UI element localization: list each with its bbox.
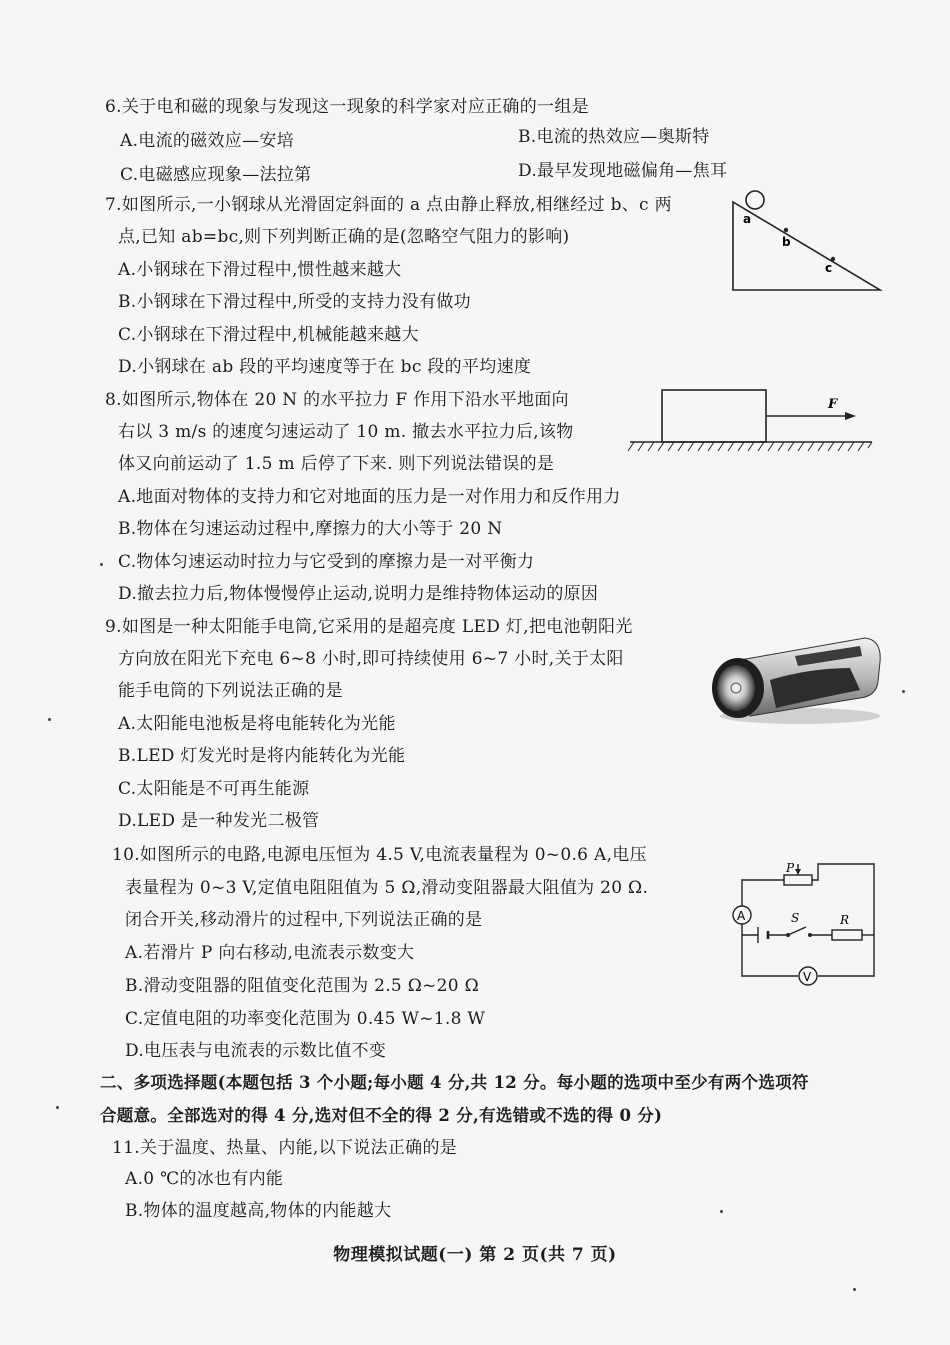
q10-option-c: C.定值电阻的功率变化范围为 0.45 W~1.8 W bbox=[125, 1009, 486, 1029]
label-p: P bbox=[786, 861, 795, 875]
q8-option-a: A.地面对物体的支持力和它对地面的压力是一对作用力和反作用力 bbox=[118, 487, 621, 507]
q9-option-a: A.太阳能电池板是将电能转化为光能 bbox=[118, 714, 396, 734]
section2-heading-line1: 二、多项选择题(本题包括 3 个小题;每小题 4 分,共 12 分。每小题的选项中至少有两个选项符 bbox=[100, 1073, 809, 1092]
q8-option-b: B.物体在匀速运动过程中,摩擦力的大小等于 20 N bbox=[118, 519, 503, 539]
q8-stem-line3: 体又向前运动了 1.5 m 后停了下来. 则下列说法错误的是 bbox=[118, 454, 555, 474]
q10-stem-line2: 表量程为 0~3 V,定值电阻阻值为 5 Ω,滑动变阻器最大阻值为 20 Ω. bbox=[125, 878, 649, 898]
scan-speck bbox=[100, 563, 103, 566]
circuit-diagram bbox=[728, 860, 878, 995]
q8-option-d: D.撤去拉力后,物体慢慢停止运动,说明力是维持物体运动的原因 bbox=[118, 584, 599, 604]
switch-blade bbox=[788, 927, 806, 935]
q6-option-a: A.电流的磁效应—安培 bbox=[120, 131, 294, 151]
q11-option-b: B.物体的温度越高,物体的内能越大 bbox=[125, 1201, 392, 1221]
ground-hatching bbox=[628, 442, 872, 451]
q7-option-c: C.小钢球在下滑过程中,机械能越来越大 bbox=[118, 325, 419, 345]
page-footer: 物理模拟试题(一) 第 2 页(共 7 页) bbox=[333, 1245, 617, 1265]
rheostat-slider-head bbox=[795, 869, 801, 875]
q11-option-a: A.0 ℃的冰也有内能 bbox=[125, 1169, 284, 1189]
point-c-label: c bbox=[825, 261, 833, 275]
q7-option-d: D.小钢球在 ab 段的平均速度等于在 bc 段的平均速度 bbox=[118, 357, 532, 377]
steel-ball bbox=[746, 191, 764, 209]
block bbox=[662, 390, 766, 442]
resistor bbox=[832, 930, 862, 940]
scan-speck bbox=[853, 1288, 856, 1291]
q9-stem-line3: 能手电筒的下列说法正确的是 bbox=[118, 681, 343, 701]
scan-speck bbox=[56, 1106, 59, 1109]
point-a-label: a bbox=[743, 212, 752, 226]
q6-option-c: C.电磁感应现象—法拉第 bbox=[120, 165, 312, 185]
q7-option-b: B.小钢球在下滑过程中,所受的支持力没有做功 bbox=[118, 292, 471, 312]
q8-option-c: C.物体匀速运动时拉力与它受到的摩擦力是一对平衡力 bbox=[118, 552, 535, 572]
q10-stem-line1: 10.如图所示的电路,电源电压恒为 4.5 V,电流表量程为 0~0.6 A,电压 bbox=[112, 845, 647, 865]
q9-stem-line2: 方向放在阳光下充电 6~8 小时,即可持续使用 6~7 小时,关于太阳 bbox=[118, 649, 624, 669]
q6-option-b: B.电流的热效应—奥斯特 bbox=[518, 127, 710, 147]
q8-stem-line2: 右以 3 m/s 的速度匀速运动了 10 m. 撤去水平拉力后,该物 bbox=[118, 422, 574, 442]
force-label: F bbox=[828, 397, 838, 412]
q9-option-d: D.LED 是一种发光二极管 bbox=[118, 811, 320, 831]
q9-stem-line1: 9.如图是一种太阳能手电筒,它采用的是超亮度 LED 灯,把电池朝阳光 bbox=[105, 617, 633, 637]
q10-stem-line3: 闭合开关,移动滑片的过程中,下列说法正确的是 bbox=[125, 910, 483, 930]
block-force-diagram bbox=[626, 385, 876, 460]
q7-stem-line2: 点,已知 ab=bc,则下列判断正确的是(忽略空气阻力的影响) bbox=[118, 227, 570, 247]
scan-speck bbox=[720, 1210, 723, 1213]
force-arrow-head bbox=[845, 412, 856, 420]
q10-option-d: D.电压表与电流表的示数比值不变 bbox=[125, 1041, 387, 1061]
q7-option-a: A.小钢球在下滑过程中,惯性越来越大 bbox=[118, 260, 402, 280]
q9-option-b: B.LED 灯发光时是将内能转化为光能 bbox=[118, 746, 406, 766]
q6-stem: 6.关于电和磁的现象与发现这一现象的科学家对应正确的一组是 bbox=[105, 97, 589, 117]
circuit-wire-bottom bbox=[742, 935, 798, 976]
switch-contact bbox=[808, 933, 812, 937]
label-a: A bbox=[737, 909, 746, 923]
q9-option-c: C.太阳能是不可再生能源 bbox=[118, 779, 310, 799]
circuit-wire-middle-left bbox=[742, 923, 758, 935]
q10-option-b: B.滑动变阻器的阻值变化范围为 2.5 Ω~20 Ω bbox=[125, 976, 480, 996]
q6-option-d: D.最早发现地磁偏角—焦耳 bbox=[518, 161, 728, 181]
circuit-wire-top bbox=[742, 880, 784, 907]
label-v: V bbox=[803, 970, 812, 984]
section2-heading-line2: 合题意。全部选对的得 4 分,选对但不全的得 2 分,有选错或不选的得 0 分) bbox=[100, 1106, 663, 1125]
point-b-dot bbox=[784, 228, 788, 232]
label-s: S bbox=[791, 911, 800, 925]
point-b-label: b bbox=[782, 235, 791, 249]
q11-stem: 11.关于温度、热量、内能,以下说法正确的是 bbox=[112, 1138, 458, 1158]
scan-speck bbox=[902, 690, 905, 693]
solar-flashlight-photo bbox=[700, 620, 890, 730]
scan-speck bbox=[48, 718, 51, 721]
q10-option-a: A.若滑片 P 向右移动,电流表示数变大 bbox=[125, 943, 415, 963]
led-bulb bbox=[731, 683, 741, 693]
incline-diagram bbox=[725, 190, 885, 295]
label-r: R bbox=[840, 913, 850, 927]
q8-stem-line1: 8.如图所示,物体在 20 N 的水平拉力 F 作用下沿水平地面向 bbox=[105, 390, 569, 410]
rheostat bbox=[784, 875, 812, 885]
circuit-wire-bottom-right bbox=[818, 935, 874, 976]
incline-triangle bbox=[733, 202, 880, 290]
q7-stem-line1: 7.如图所示,一小钢球从光滑固定斜面的 a 点由静止释放,相继经过 b、c 两 bbox=[105, 195, 672, 215]
